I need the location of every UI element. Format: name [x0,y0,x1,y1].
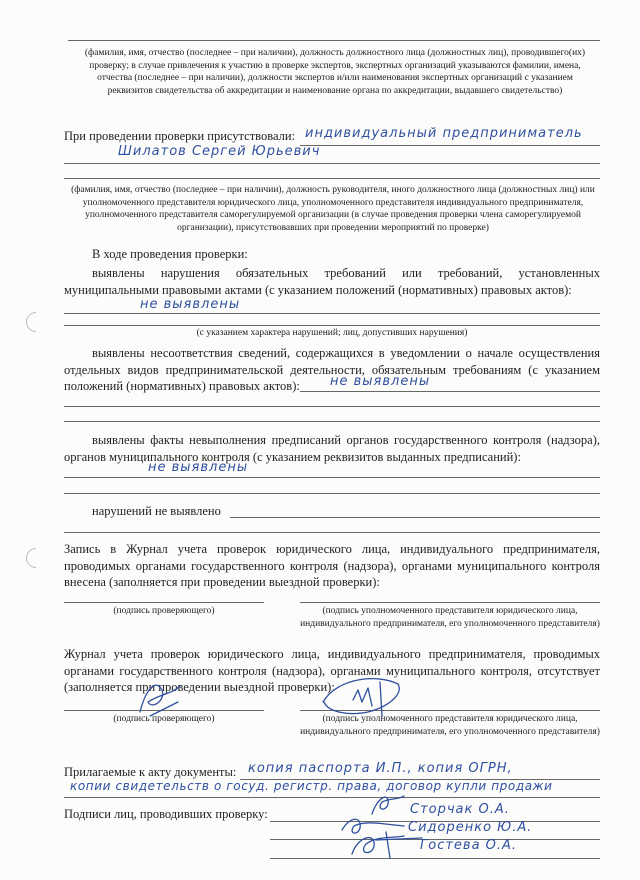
fill-line [64,313,600,314]
violations-text: выявлены нарушения обязательных требований или требований, установленных муниципальными правовыми актами (с указанием положений (нормативных) правовых актов): [64,266,600,297]
fill-line [64,406,600,407]
attachments-handwritten-2: копии свидетельств о госуд. регистр. права, договор купли продажи [70,779,553,793]
fill-line [64,477,600,478]
fill-line [68,40,600,41]
fill-line [64,178,600,179]
fill-line [270,858,600,859]
fill-line [64,797,600,798]
fill-line [64,602,264,603]
inconsistencies-handwritten: не выявлены [330,374,431,389]
inspector-signature-caption: (подпись проверяющего) [113,606,215,616]
present-caption: (фамилия, имя, отчество (последнее – при наличии), должность руководителя, иного должностного лица (должностных лиц) или уполномоченного представителя юридического лица, уполномоченного представителя индивидуального предпринимателя, уполномоченного представителя саморегулируемой организации (в случае проведения проверки члена саморегулируемой организации), присутствовавших при проведении мероприятий по проверке) [71,185,595,233]
signer-name-2: Сидоренко Ю.А. [408,820,533,835]
representative-signature-caption: (подпись уполномоченного представителя юридического лица, индивидуального предпринимателя, его уполномоченного представителя) [300,606,600,629]
punch-hole-mark [22,544,50,572]
experts-caption: (фамилия, имя, отчество (последнее – при наличии), должность должностного лица (должностных лиц), проводившего(их) проверку; в случае привлечения к участию в проверке экспертов, экспертных организаций указываются фамилии, имена, отчества (последнее – при наличии), должности экспертов и/или наименования экспертных организаций с указанием реквизитов свидетельства об аккредитации и наименование органа по аккредитации, выдавшего свидетельство) [84,48,586,96]
inconsistencies-text: выявлены несоответствия сведений, содержащихся в уведомлении о начале осуществления отдельных видов предпринимательской деятельности, обязательным требованиям (с указанием положений (нормативных) правовых актов): [64,346,600,393]
punch-hole-mark [22,308,50,336]
signer-name-1: Сторчак О.А. [410,802,510,817]
present-handwritten-1: индивидуальный предприниматель [305,126,583,141]
present-label: При проведении проверки присутствовали: [64,129,296,143]
fill-line [300,145,600,146]
signatures-label: Подписи лиц, проводивших проверку: [64,807,268,821]
fill-line [64,421,600,422]
inspector-signature [130,672,190,722]
no-violations-label: нарушений не выявлено [92,504,221,518]
fill-line [64,493,600,494]
inspection-intro: В ходе проведения проверки: [92,247,248,261]
journal-absent-text: Журнал учета проверок юридического лица, индивидуального предпринимателя, проводимых органами государственного контроля (надзора), органами муниципального контроля, отсутствует (заполняется при проведении выездной проверки): [64,647,600,694]
representative-signature [318,672,408,727]
journal-entry-text: Запись в Журнал учета проверок юридического лица, индивидуального предпринимателя, проводимых органами государственного контроля (надзора), органами муниципального контроля внесена (заполняется при проведении выездной проверки): [64,542,600,589]
signer-name-3: Гостева О.А. [420,838,518,853]
representative-signature-caption: (подпись уполномоченного представителя юридического лица, индивидуального предпринимателя, его уполномоченного представителя) [300,714,600,737]
fill-line [230,517,600,518]
orders-handwritten: не выявлены [148,460,249,475]
violations-caption: (с указанием характера нарушений; лиц, допустивших нарушения) [196,328,468,338]
attachments-label: Прилагаемые к акту документы: [64,765,237,779]
fill-line [64,532,600,533]
orders-text: выявлены факты невыполнения предписаний органов государственного контроля (надзора), органов муниципального контроля (с указанием реквизитов выданных предписаний): [64,433,600,464]
attachments-handwritten-1: копия паспорта И.П., копия ОГРН, [248,761,513,776]
present-handwritten-2: Шилатов Сергей Юрьевич [118,144,321,159]
violations-handwritten: не выявлены [140,297,241,312]
fill-line [64,325,600,326]
fill-line [64,163,600,164]
fill-line [300,391,600,392]
fill-line [300,602,600,603]
signature-scribble [346,828,426,862]
inspector-signature-caption: (подпись проверяющего) [113,714,215,724]
